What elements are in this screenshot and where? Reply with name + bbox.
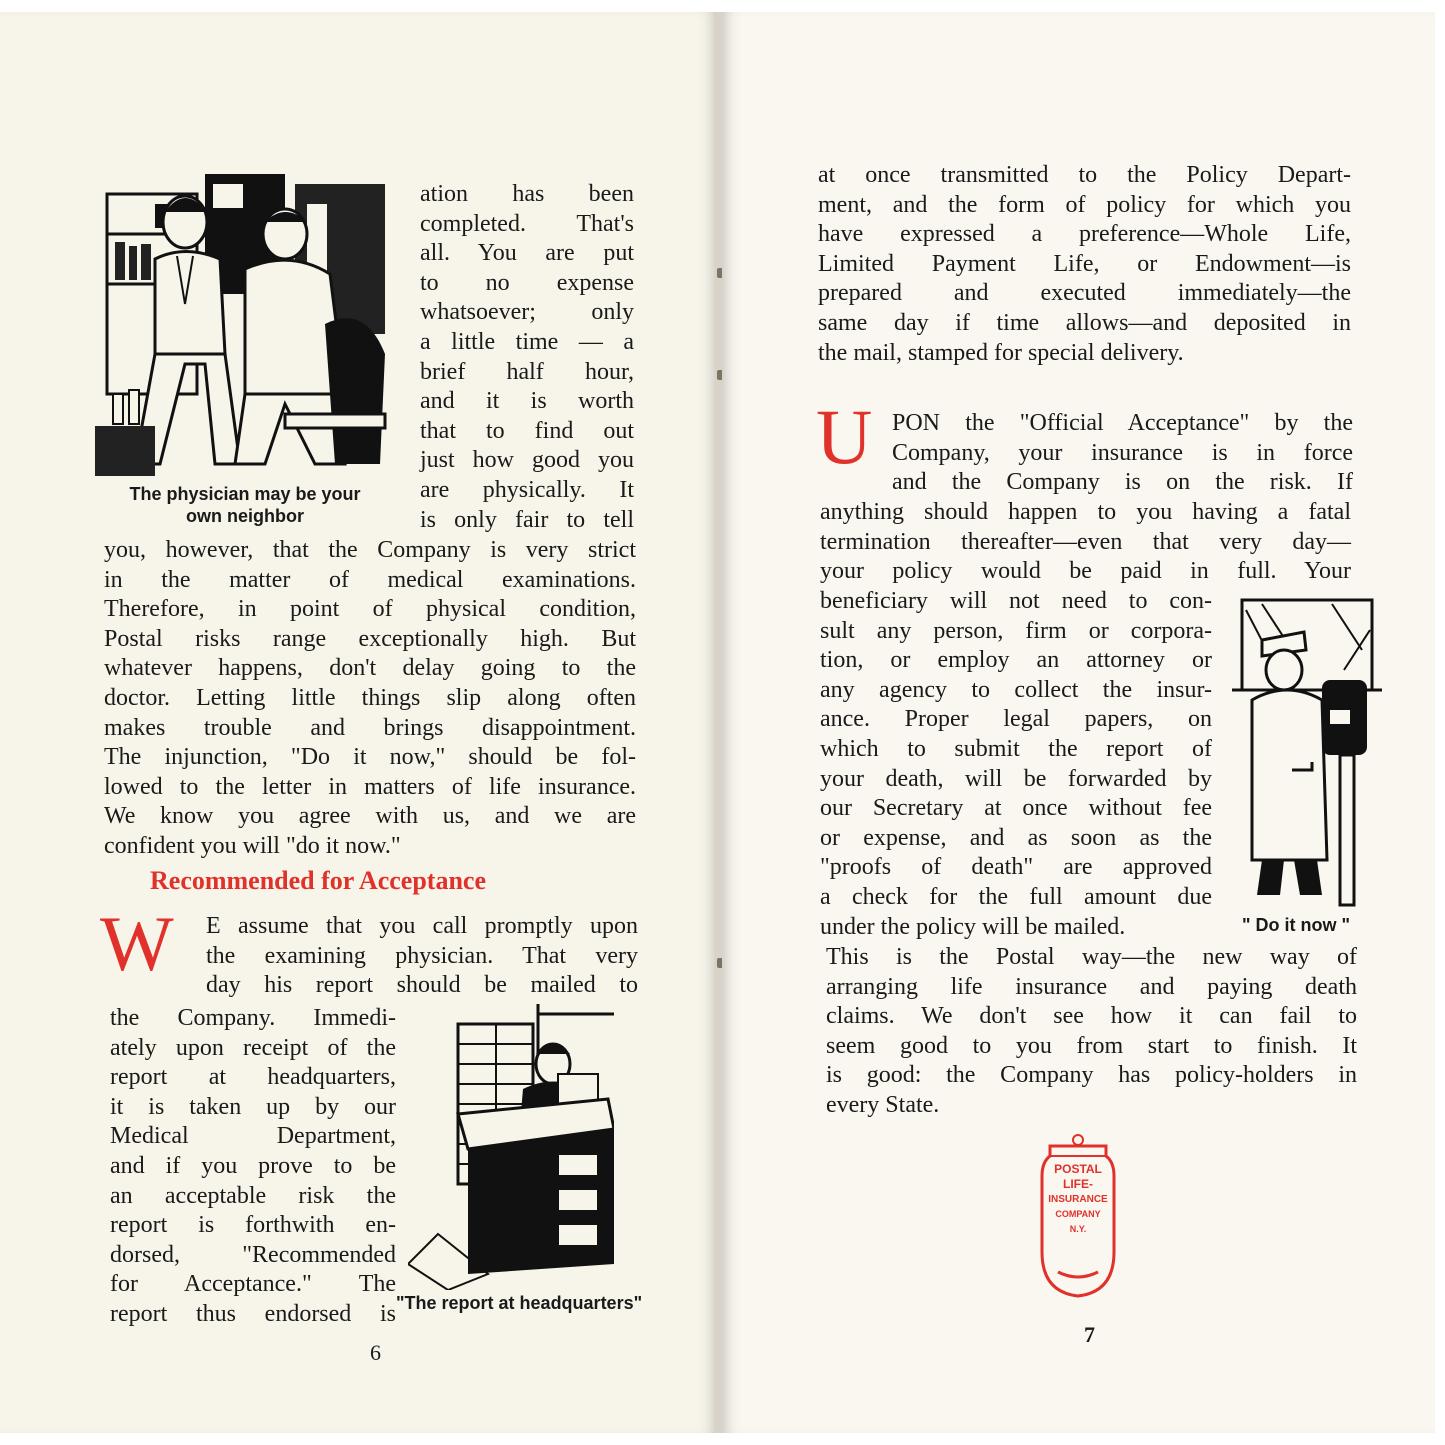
text-line: report is forthwith en-: [110, 1212, 396, 1239]
desk-illustration: [408, 1004, 614, 1290]
postal-life-logo: [1036, 1132, 1120, 1300]
text-line: is good: the Company has policy-holders in: [826, 1062, 1357, 1089]
logo-text: LIFE-: [1063, 1177, 1093, 1191]
text-line: just how good you: [420, 447, 634, 474]
text-line: claims. We don't see how it can fail to: [826, 1003, 1357, 1030]
text-line: your death, will be forwarded by: [820, 765, 1212, 792]
paragraph-full: [104, 536, 636, 862]
text-line: for Acceptance." The: [110, 1271, 396, 1298]
text-line: ance. Proper legal papers, on: [820, 706, 1212, 733]
text-line: in the matter of medical examinations.: [104, 566, 636, 593]
text-line: This is the Postal way—the new way of: [826, 944, 1357, 970]
drop-cap: U: [816, 393, 873, 480]
logo-text: POSTAL: [1054, 1162, 1102, 1176]
text-line: all. You are put: [420, 240, 634, 267]
paragraph-bottom: [826, 943, 1357, 1121]
text-line: or expense, and as soon as the: [820, 824, 1212, 851]
text-line: under the policy will be mailed.: [820, 913, 1126, 940]
text-line: it is taken up by our: [110, 1093, 396, 1120]
text-line: report thus endorsed is: [110, 1300, 396, 1327]
text-line: a little time — a: [420, 328, 634, 355]
text-line: to no expense: [420, 269, 634, 296]
physician-illustration: [95, 164, 393, 476]
paragraph-middle: [820, 498, 1351, 587]
dropcap-text: [206, 912, 638, 1001]
text-line: doctor. Letting little things slip along often: [104, 684, 636, 711]
logo-text: INSURANCE: [1048, 1194, 1108, 1205]
text-line: Therefore, in point of physical condition,: [104, 596, 636, 623]
caption-physician: [95, 483, 395, 527]
text-line: ation has been: [420, 181, 634, 207]
text-line: The injunction, "Do it now," should be fol-: [104, 744, 636, 771]
text-line: your policy would be paid in full. Your: [820, 558, 1351, 585]
text-line: day his report should be mailed to: [206, 972, 638, 999]
caption-line: The physician may be your: [129, 484, 361, 504]
text-line: the mail, stamped for special delivery.: [818, 339, 1184, 366]
text-line: termination thereafter—even that very day—: [820, 528, 1351, 555]
left-page: [0, 12, 718, 1433]
text-line: Limited Payment Life, or Endowment—is: [818, 250, 1351, 277]
text-line: sult any person, firm or corpora-: [820, 617, 1212, 644]
text-line: an acceptable risk the: [110, 1182, 396, 1209]
text-line: ment, and the form of policy for which you: [818, 191, 1351, 218]
text-line: makes trouble and brings disappointment.: [104, 714, 636, 741]
text-line: "proofs of death" are approved: [820, 854, 1212, 881]
text-line: arranging life insurance and paying death: [826, 973, 1357, 1000]
logo-text: N.Y.: [1069, 1224, 1087, 1234]
section-heading: Recommended for Acceptance: [150, 866, 486, 895]
text-line: Company, your insurance is in force: [892, 439, 1353, 466]
text-line: a check for the full amount due: [820, 883, 1212, 910]
text-line: you, however, that the Company is very strict: [104, 537, 636, 563]
page-number: 6: [370, 1340, 381, 1365]
drop-cap: W: [100, 900, 174, 987]
text-line: have expressed a preference—Whole Life,: [818, 221, 1351, 248]
text-line: ately upon receipt of the: [110, 1034, 396, 1061]
text-line: completed. That's: [420, 210, 634, 237]
text-line: the examining physician. That very: [206, 942, 638, 969]
column-text: [420, 180, 634, 535]
text-line: report at headquarters,: [110, 1064, 396, 1091]
text-line: and the Company is on the risk. If: [892, 469, 1353, 496]
text-line: prepared and executed immediately—the: [818, 280, 1351, 307]
narrow-text: [110, 1004, 396, 1330]
page-number: 7: [1084, 1322, 1095, 1347]
right-page: [722, 12, 1435, 1433]
paragraph-top: [818, 161, 1351, 368]
text-line: and if you prove to be: [110, 1152, 396, 1179]
text-line: PON the "Official Acceptance" by the: [892, 410, 1353, 436]
text-line: tion, or employ an attorney or: [820, 647, 1212, 674]
text-line: seem good to you from start to finish. It: [826, 1032, 1357, 1059]
caption-line: own neighbor: [186, 506, 304, 526]
narrow-text: [820, 587, 1212, 942]
text-line: beneficiary will not need to con-: [820, 588, 1212, 614]
text-line: lowed to the letter in matters of life insurance.: [104, 773, 636, 800]
text-line: Medical Department,: [110, 1123, 396, 1150]
text-line: confident you will "do it now.": [104, 832, 401, 859]
text-line: at once transmitted to the Policy Depart-: [818, 162, 1351, 188]
text-line: which to submit the report of: [820, 735, 1212, 762]
logo-text: COMPANY: [1055, 1209, 1101, 1219]
dropcap-text: [892, 409, 1353, 498]
text-line: whatever happens, don't delay going to the: [104, 655, 636, 682]
text-line: every State.: [826, 1091, 940, 1118]
text-line: the Company. Immedi-: [110, 1005, 396, 1031]
text-line: whatsoever; only: [420, 299, 634, 326]
text-line: our Secretary at once without fee: [820, 795, 1212, 822]
text-line: anything should happen to you having a fatal: [820, 499, 1351, 525]
text-line: dorsed, "Recommended: [110, 1241, 396, 1268]
text-line: any agency to collect the insur-: [820, 676, 1212, 703]
text-line: and it is worth: [420, 388, 634, 415]
text-line: is only fair to tell: [420, 506, 634, 533]
text-line: same day if time allows—and deposited in: [818, 309, 1351, 336]
text-line: are physically. It: [420, 476, 634, 503]
text-line: Postal risks range exceptionally high. But: [104, 625, 636, 652]
text-line: We know you agree with us, and we are: [104, 803, 636, 830]
caption-doitnow: " Do it now ": [1242, 915, 1351, 935]
text-line: that to find out: [420, 417, 634, 444]
text-line: E assume that you call promptly upon: [206, 913, 638, 939]
mailbox-illustration: [1232, 590, 1382, 908]
text-line: brief half hour,: [420, 358, 634, 385]
caption-report: "The report at headquarters": [396, 1293, 643, 1313]
